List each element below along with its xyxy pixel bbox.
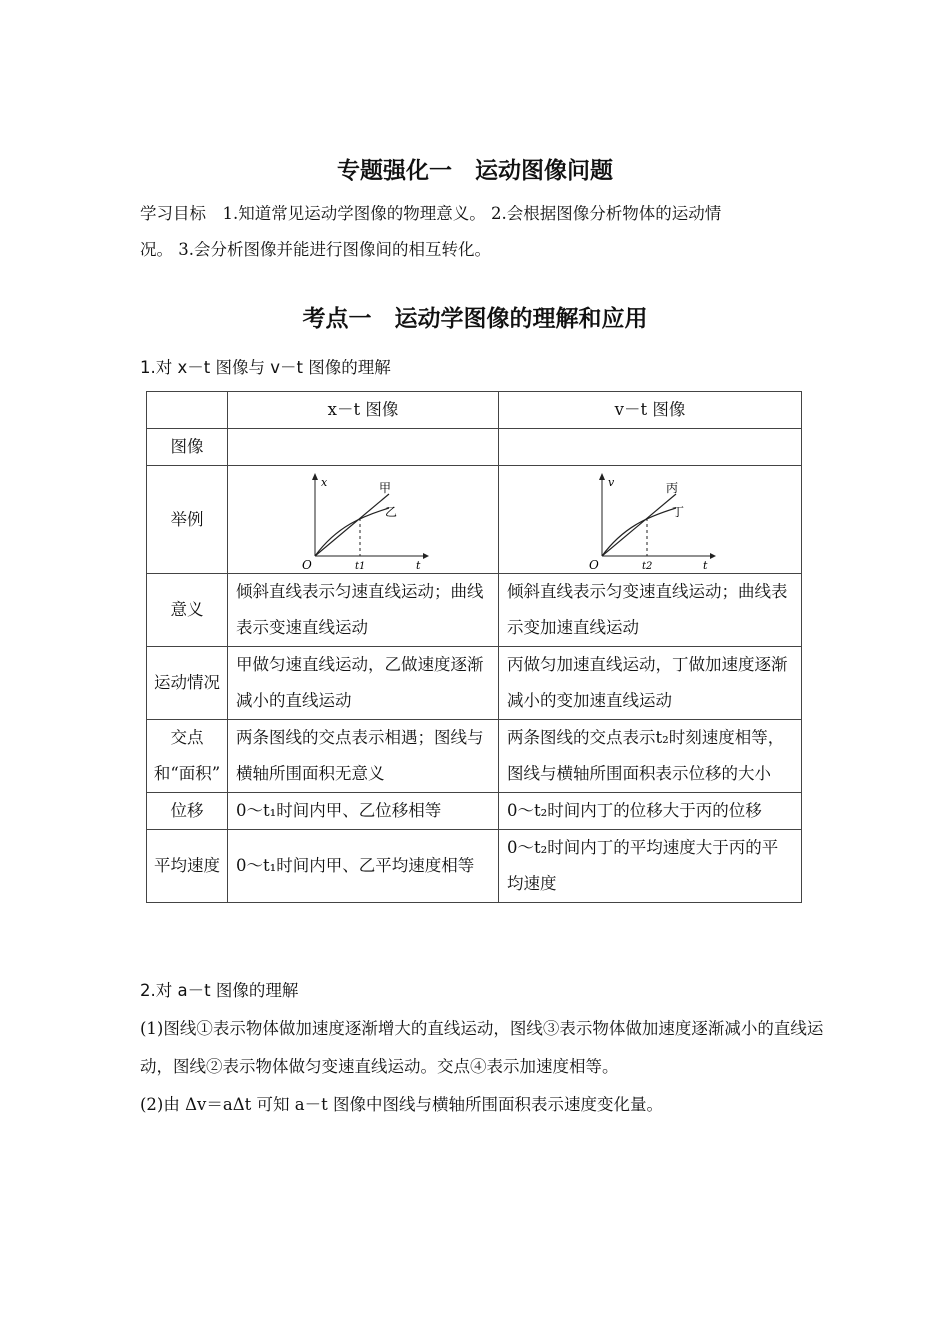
table-row: [147, 466, 802, 574]
cell-xt: [228, 429, 499, 466]
table-row: [147, 574, 802, 647]
vt-origin-label: O: [589, 557, 599, 570]
row-label: 意义: [147, 574, 228, 647]
section-title: 考点一 运动学图像的理解和应用: [302, 306, 648, 332]
table-corner-cell: [147, 392, 228, 429]
xt-tick-label: t1: [355, 560, 366, 570]
cell-xt: 0～t₁时间内甲、乙位移相等: [228, 793, 499, 830]
row-label: 图像: [147, 429, 228, 466]
row-label: 平均速度: [147, 830, 228, 903]
learning-goals: [140, 196, 820, 268]
cell-vt: 两条图线的交点表示t₂时刻速度相等，图线与横轴所围面积表示位移的大小: [499, 720, 802, 793]
cell-xt: 倾斜直线表示匀速直线运动；曲线表示变速直线运动: [228, 574, 499, 647]
subsection-1-title: 1.对 x－t 图像与 v－t 图像的理解: [140, 358, 391, 377]
row-label: 交点和“面积”: [147, 720, 228, 793]
table-row: [147, 830, 802, 903]
cell-vt-graph: [499, 466, 802, 574]
cell-xt: 0～t₁时间内甲、乙平均速度相等: [228, 830, 499, 903]
xt-curve-a-label: 甲: [379, 480, 392, 495]
comparison-table: [146, 391, 802, 903]
vt-tick-label: t2: [642, 560, 653, 570]
cell-xt: 甲做匀速直线运动，乙做速度逐渐减小的直线运动: [228, 647, 499, 720]
cell-vt: 0～t₂时间内丁的平均速度大于丙的平均速度: [499, 830, 802, 903]
paragraph-2: (2)由 Δv＝aΔt 可知 a－t 图像中图线与横轴所围面积表示速度变化量。: [140, 1095, 663, 1114]
cell-vt: 0～t₂时间内丁的位移大于丙的位移: [499, 793, 802, 830]
paragraph-1: (1)图线①表示物体做加速度逐渐增大的直线运动，图线③表示物体做加速度逐渐减小的直线运动，图线②表示物体做匀变速直线运动。交点④表示加速度相等。: [140, 1019, 824, 1076]
vt-curve-a-label: 丙: [666, 480, 679, 495]
cell-vt: [499, 429, 802, 466]
at-explanation: [140, 1010, 830, 1124]
xt-graph: [293, 470, 433, 570]
cell-vt: 倾斜直线表示匀变速直线运动；曲线表示变加速直线运动: [499, 574, 802, 647]
row-label: 位移: [147, 793, 228, 830]
page-title: 专题强化一 运动图像问题: [337, 158, 613, 184]
goal-line-1: 学习目标 1.知道常见运动学图像的物理意义。 2.会根据图像分析物体的运动情: [140, 204, 722, 223]
row-label: 举例: [147, 466, 228, 574]
vt-y-axis-label: v: [608, 475, 615, 489]
xt-x-axis-label: t: [416, 558, 421, 570]
table-row: [147, 647, 802, 720]
xt-origin-label: O: [302, 557, 312, 570]
table-row: [147, 720, 802, 793]
table-row: [147, 793, 802, 830]
vt-curve-b-label: 丁: [672, 504, 685, 519]
table-header-row: [147, 392, 802, 429]
vt-graph: [580, 470, 720, 570]
xt-y-axis-label: x: [321, 475, 328, 489]
table-row: [147, 429, 802, 466]
cell-xt-graph: [228, 466, 499, 574]
xt-curve-b-label: 乙: [385, 504, 398, 519]
header-vt: v－t 图像: [499, 392, 802, 429]
cell-xt: 两条图线的交点表示相遇；图线与横轴所围面积无意义: [228, 720, 499, 793]
goal-line-2: 况。 3.会分析图像并能进行图像间的相互转化。: [140, 240, 491, 259]
subsection-2-title: 2.对 a－t 图像的理解: [140, 981, 299, 1000]
cell-vt: 丙做匀加速直线运动，丁做加速度逐渐减小的变加速直线运动: [499, 647, 802, 720]
row-label: 运动情况: [147, 647, 228, 720]
vt-x-axis-label: t: [703, 558, 708, 570]
header-xt: x－t 图像: [228, 392, 499, 429]
